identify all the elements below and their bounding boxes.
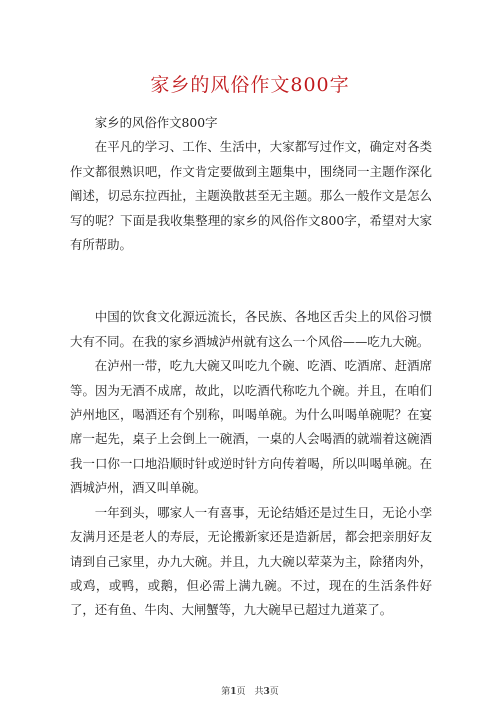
paragraph-luzhou: 在泸州一带，吃九大碗又叫吃九个碗、吃酒、吃酒席、赶酒席等。因为无酒不成席，故此，以吃酒代称吃九个碗。并且，在咱们泸州地区，喝酒还有个别称，叫喝单碗。为什么叫喝单碗呢？在宴席一起先，桌子上会倒上一碗酒，一桌的人会喝酒的就端着这碗酒我一口你一口地沿顺时针或逆时针方向传着喝，所以叫喝单碗。在酒城泸州，酒又叫单碗。	[70, 358, 432, 496]
footer-prefix: 第	[221, 687, 231, 697]
total-page-number: 3	[263, 687, 270, 697]
paragraph-celebrations: 一年到头，哪家人一有喜事，无论结婚还是过生日，无论小孪友满月还是老人的寿辰，无论搬新家还是造新居，都会把亲朋好友请到自己家里，办九大碗。并且，九大碗以荤菜为主，除猪肉外，或鸡，或鸭，或鹅，但必需上满九碗。不过，现在的生活条件好了，还有鱼、牛肉、大闸蟹等，九大碗早已超过九道菜了。	[70, 504, 432, 618]
footer-suffix: 页	[269, 687, 279, 697]
page-footer	[0, 684, 500, 697]
paragraph-culture: 中国的饮食文化源远流长，各民族、各地区舌尖上的风俗习惯大有不同。在我的家乡酒城泸州就有这么一个风俗——吃九大碗。	[70, 309, 432, 349]
paragraph-intro: 在平凡的学习、工作、生活中，大家都写过作文，确定对各类作文都很熟识吧，作文肯定要做到主题集中，围绕同一主题作深化阐述，切忌东拉西扯，主题涣散甚至无主题。那么一般作文是怎么写的呢？下面是我收集整理的家乡的风俗作文800字，希望对大家有所帮助。	[70, 139, 432, 253]
document-title: 家乡的风俗作文800字	[150, 74, 350, 96]
document-subtitle: 家乡的风俗作文800字	[94, 115, 218, 130]
document-body	[70, 111, 432, 623]
footer-middle: 页 共	[236, 687, 264, 697]
current-page-number: 1	[230, 687, 237, 697]
